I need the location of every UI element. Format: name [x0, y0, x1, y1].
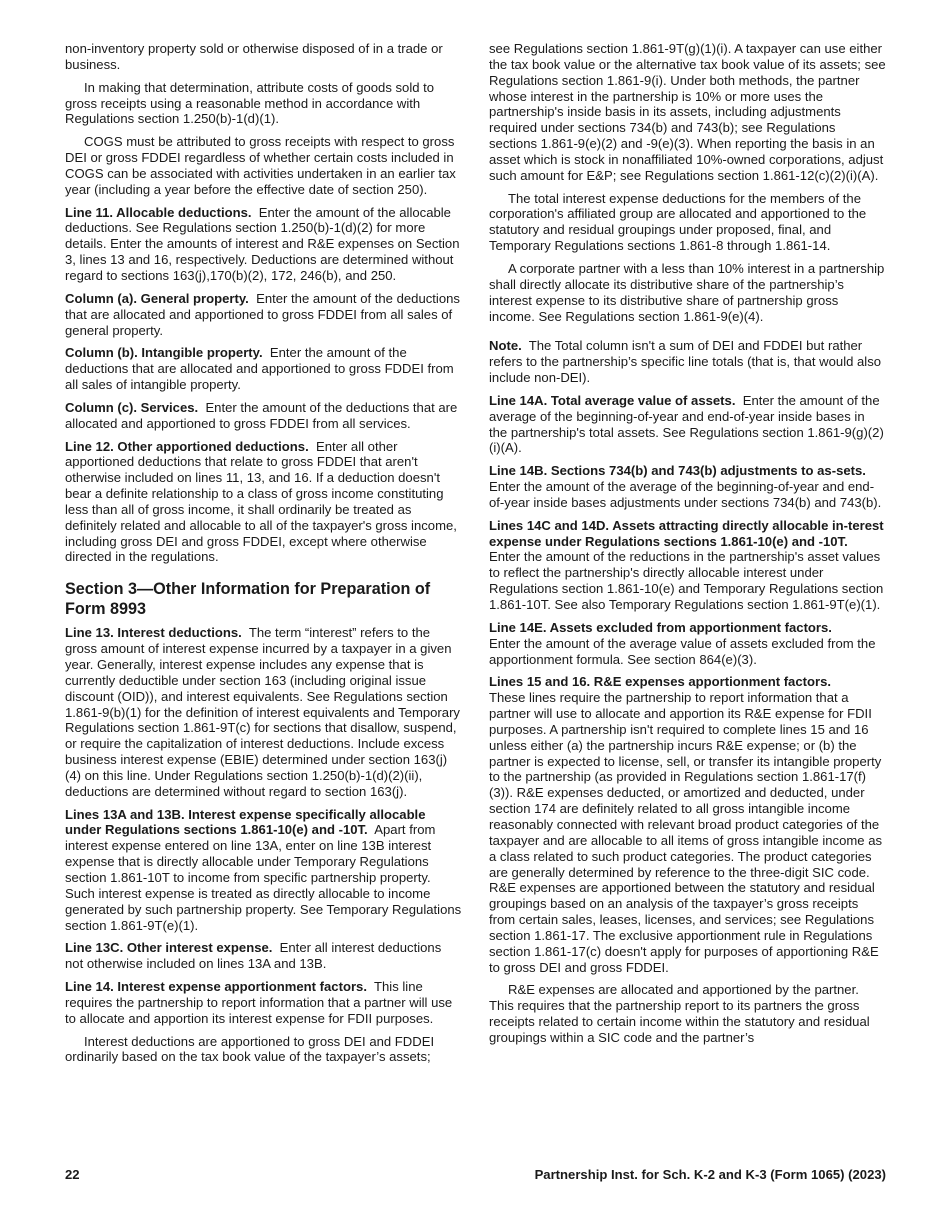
paragraph-text: Enter the amount of the average of the beginning-of-year and end-of-year inside bases in the partnership's total assets. See Regulations section 1.861-9(g)(2)(i)(A). [489, 392, 884, 456]
paragraph-text: The Total column isn't a sum of DEI and FDDEI but rather refers to the partnership’s specific line totals (that is, that would also include non-DEI). [489, 338, 882, 386]
paragraph [65, 134, 462, 197]
paragraph-heading: Column (a). General property. [65, 290, 249, 306]
note-paragraph [489, 338, 886, 386]
paragraph-text: In making that determination, attribute costs of goods sold to gross receipts using a reasonable method in accordance with Regulations section 1.250(b)-1(d)(1). [65, 79, 435, 127]
left-column [65, 41, 462, 1072]
paragraph-heading: Lines 14C and 14D. Assets attracting directly allocable in-terest expense under Regulations sections 1.861-10(e) and -10T. [489, 517, 884, 549]
paragraph [65, 400, 462, 432]
paragraph [489, 393, 886, 456]
paragraph-text: Enter all interest deductions not otherwise included on lines 13A and 13B. [65, 940, 442, 972]
paragraph-heading: Line 14A. Total average value of assets. [489, 392, 736, 408]
paragraph [65, 940, 462, 972]
paragraph [65, 979, 462, 1027]
paragraph [65, 205, 462, 284]
footer-title: Partnership Inst. for Sch. K-2 and K-3 (Form 1065) (2023) [534, 1167, 886, 1182]
paragraph-heading: Line 13C. Other interest expense. [65, 940, 273, 956]
paragraph [65, 345, 462, 393]
paragraph [489, 191, 886, 254]
paragraph [489, 674, 886, 975]
right-column [489, 41, 886, 1053]
paragraph-text: A corporate partner with a less than 10% interest in a partnership shall directly allocate its distributive share of the partnership’s interest expense to its distributive share of partnership gross income. See Regulations section 1.861-9(e)(4). [489, 260, 885, 324]
paragraph-text: These lines require the partnership to report information that a partner will use to allocate and apportion its R&E expense for FDII purposes. A partnership isn't required to complete lines 15 and 16 unless either (a) the partnership incurs R&E expense; or (b) the partner is expected to license, sell, or transfer its intangible property to the partnership (as provided in Regulations section 1.861-17(f)(3)). R&E expenses deducted, or amortized and deducted, under section 174 are definitely related to all gross intangible income reasonably connected with relevant broad product categories of the taxpayer and are allocable to all items of gross intangible income as a class related to such product categories. The product categories are generally determined by reference to the three-digit SIC code. R&E expenses are apportioned between the statutory and residual groupings based on an analysis of the taxpayer’s gross receipts from certain sales, leases, licenses, and services; see Regulations section 1.861-17. The exclusive apportionment rule in Regulations section 1.861-17(c) doesn't apply for purposes of apportioning R&E to gross DEI and gross FDDEI. [489, 690, 883, 975]
paragraph [65, 41, 462, 73]
paragraph [65, 807, 462, 934]
paragraph-heading: Note. [489, 338, 522, 354]
paragraph-heading: Line 14. Interest expense apportionment factors. [65, 979, 367, 995]
paragraph-heading: Column (b). Intangible property. [65, 345, 263, 361]
paragraph-heading: Line 14B. Sections 734(b) and 743(b) adjustments to as-sets. [489, 463, 866, 479]
paragraph-text: COGS must be attributed to gross receipts with respect to gross DEI or gross FDDEI regardless of whether certain costs included in COGS can be associated with activities undertaken in an earlier tax year (including a year before the effective date of section 250). [65, 134, 456, 197]
paragraph [65, 1034, 462, 1066]
paragraph-text: This line requires the partnership to report information that a partner will use to allocate and apportion its interest expense for FDII purposes. [65, 979, 453, 1026]
paragraph-text: Interest deductions are apportioned to gross DEI and FDDEI ordinarily based on the tax book value of the taxpayer’s assets; [65, 1033, 435, 1065]
paragraph [65, 625, 462, 799]
paragraph-heading: Line 12. Other apportioned deductions. [65, 438, 309, 454]
section-heading: Section 3—Other Information for Preparation of Form 8993 [65, 580, 431, 619]
paragraph [489, 518, 886, 613]
paragraph-text: R&E expenses are allocated and apportioned by the partner. This requires that the partnership report to its partners the gross receipts related to certain income within the statutory and residual groupings within a SIC code and the partner’s [489, 982, 870, 1045]
paragraph [65, 80, 462, 128]
paragraph-text: non-inventory property sold or otherwise disposed of in a trade or business. [65, 41, 443, 72]
paragraph [489, 41, 886, 184]
paragraph-heading: Line 11. Allocable deductions. [65, 204, 252, 220]
paragraph-text: see Regulations section 1.861-9T(g)(1)(i). A taxpayer can use either the tax book value or the alternative tax book value of its assets; see Regulations section 1.861-9(i). Under both methods, the partner whose interest in the partnership is 10% or more uses the partnership's inside basis in its assets, including adjustments required under sections 734(b) and 743(b); see Regulations sections 1.861-9(e)(2) and -9(e)(3). When reporting the basis in an asset which is stock in nonaffiliated 10%-owned corporations, adjust such amount for E&P; see Regulations section 1.861-12(c)(2)(i)(A). [489, 41, 886, 183]
paragraph-text: Enter the amount of the deductions that are allocated and apportioned to gross FDDEI from all services. [65, 399, 458, 431]
paragraph-heading: Lines 15 and 16. R&E expenses apportionment factors. [489, 674, 831, 690]
paragraph-heading: Line 14E. Assets excluded from apportionment factors. [489, 619, 832, 635]
paragraph-text: Enter all other apportioned deductions that relate to gross FDDEI that aren't otherwise included on lines 11, 13, and 16. If a deduction doesn't bear a definite relationship to a class of gross income constituting less than all of gross income, it shall ordinarily be treated as definitely related and allocable to all of the taxpayer's gross income, including gross DEI and gross FDDEI, except where otherwise directed in the regulations. [65, 438, 457, 565]
page-number: 22 [65, 1167, 80, 1182]
paragraph [489, 261, 886, 324]
paragraph [65, 439, 462, 566]
paragraph-text: Enter the amount of the average value of assets excluded from the apportionment formula. See section 864(e)(3). [489, 635, 876, 667]
paragraph-text: The total interest expense deductions for the members of the corporation's affiliated group are allocated and apportioned to the statutory and residual groupings under proposed, final, and Temporary Regulations sections 1.861-8 through 1.861-14. [489, 190, 867, 254]
paragraph-text: Enter the amount of the deductions that are allocated and apportioned to gross FDDEI from all sales of general property. [65, 290, 460, 338]
paragraph-heading: Lines 13A and 13B. Interest expense specifically allocable under Regulations sections 1.861-10(e) and -10T. [65, 806, 426, 838]
paragraph [489, 463, 886, 511]
paragraph-text: Enter the amount of the average of the beginning-of-year and end-of-year inside bases adjustments under sections 734(b) and 743(b). [489, 479, 882, 510]
paragraph-text: Enter the amount of the reductions in the partnership's asset values to reflect the partnership's directly allocable interest under Regulations section 1.861-10(e) and Temporary Regulations section 1.861-10T. See also Temporary Regulations section 1.861-9T(e)(1). [489, 549, 884, 612]
paragraph-text: Enter the amount of the deductions that are allocated and apportioned to gross FDDEI from all sales of intangible property. [65, 345, 454, 393]
paragraph-text: Enter the amount of the allocable deductions. See Regulations section 1.250(b)-1(d)(2) for more details. Enter the amounts of interest and R&E expenses on Section 3, lines 13 and 16, respectively. Deductions are determined without regard to sections 163(j),170(b)(2), 172, 246(b), and 250. [65, 204, 460, 283]
paragraph [65, 291, 462, 339]
paragraph-text: The term “interest” refers to the gross amount of interest expense incurred by a taxpayer in a given year. Generally, interest expense includes any expense that is currently deductible under section 163 (including original issue discount (OID)), and interest equivalents. See Regulations section 1.861-9(b)(1) for the definition of interest equivalents and Temporary Regulations section 1.861-9T(c) for sections that disallow, suspend, or require the capitalization of interest deductions. Include excess business interest expense (EBIE) determined under section 163(j)(4) on this line. Under Regulations section 1.250(b)-1(d)(2)(ii), deductions are determined without regard to section 163(j). [65, 625, 460, 799]
paragraph-heading: Column (c). Services. [65, 399, 199, 415]
paragraph [489, 982, 886, 1045]
paragraph [489, 620, 886, 668]
paragraph-text: Apart from interest expense entered on line 13A, enter on line 13B interest expense that is directly allocable under Temporary Regulations section 1.861-10T to income from specific partnership property. Such interest expense is treated as directly allocable to income generated by such partnership property. See Temporary Regulations section 1.861-9T(e)(1). [65, 822, 462, 933]
paragraph-heading: Line 13. Interest deductions. [65, 625, 242, 641]
